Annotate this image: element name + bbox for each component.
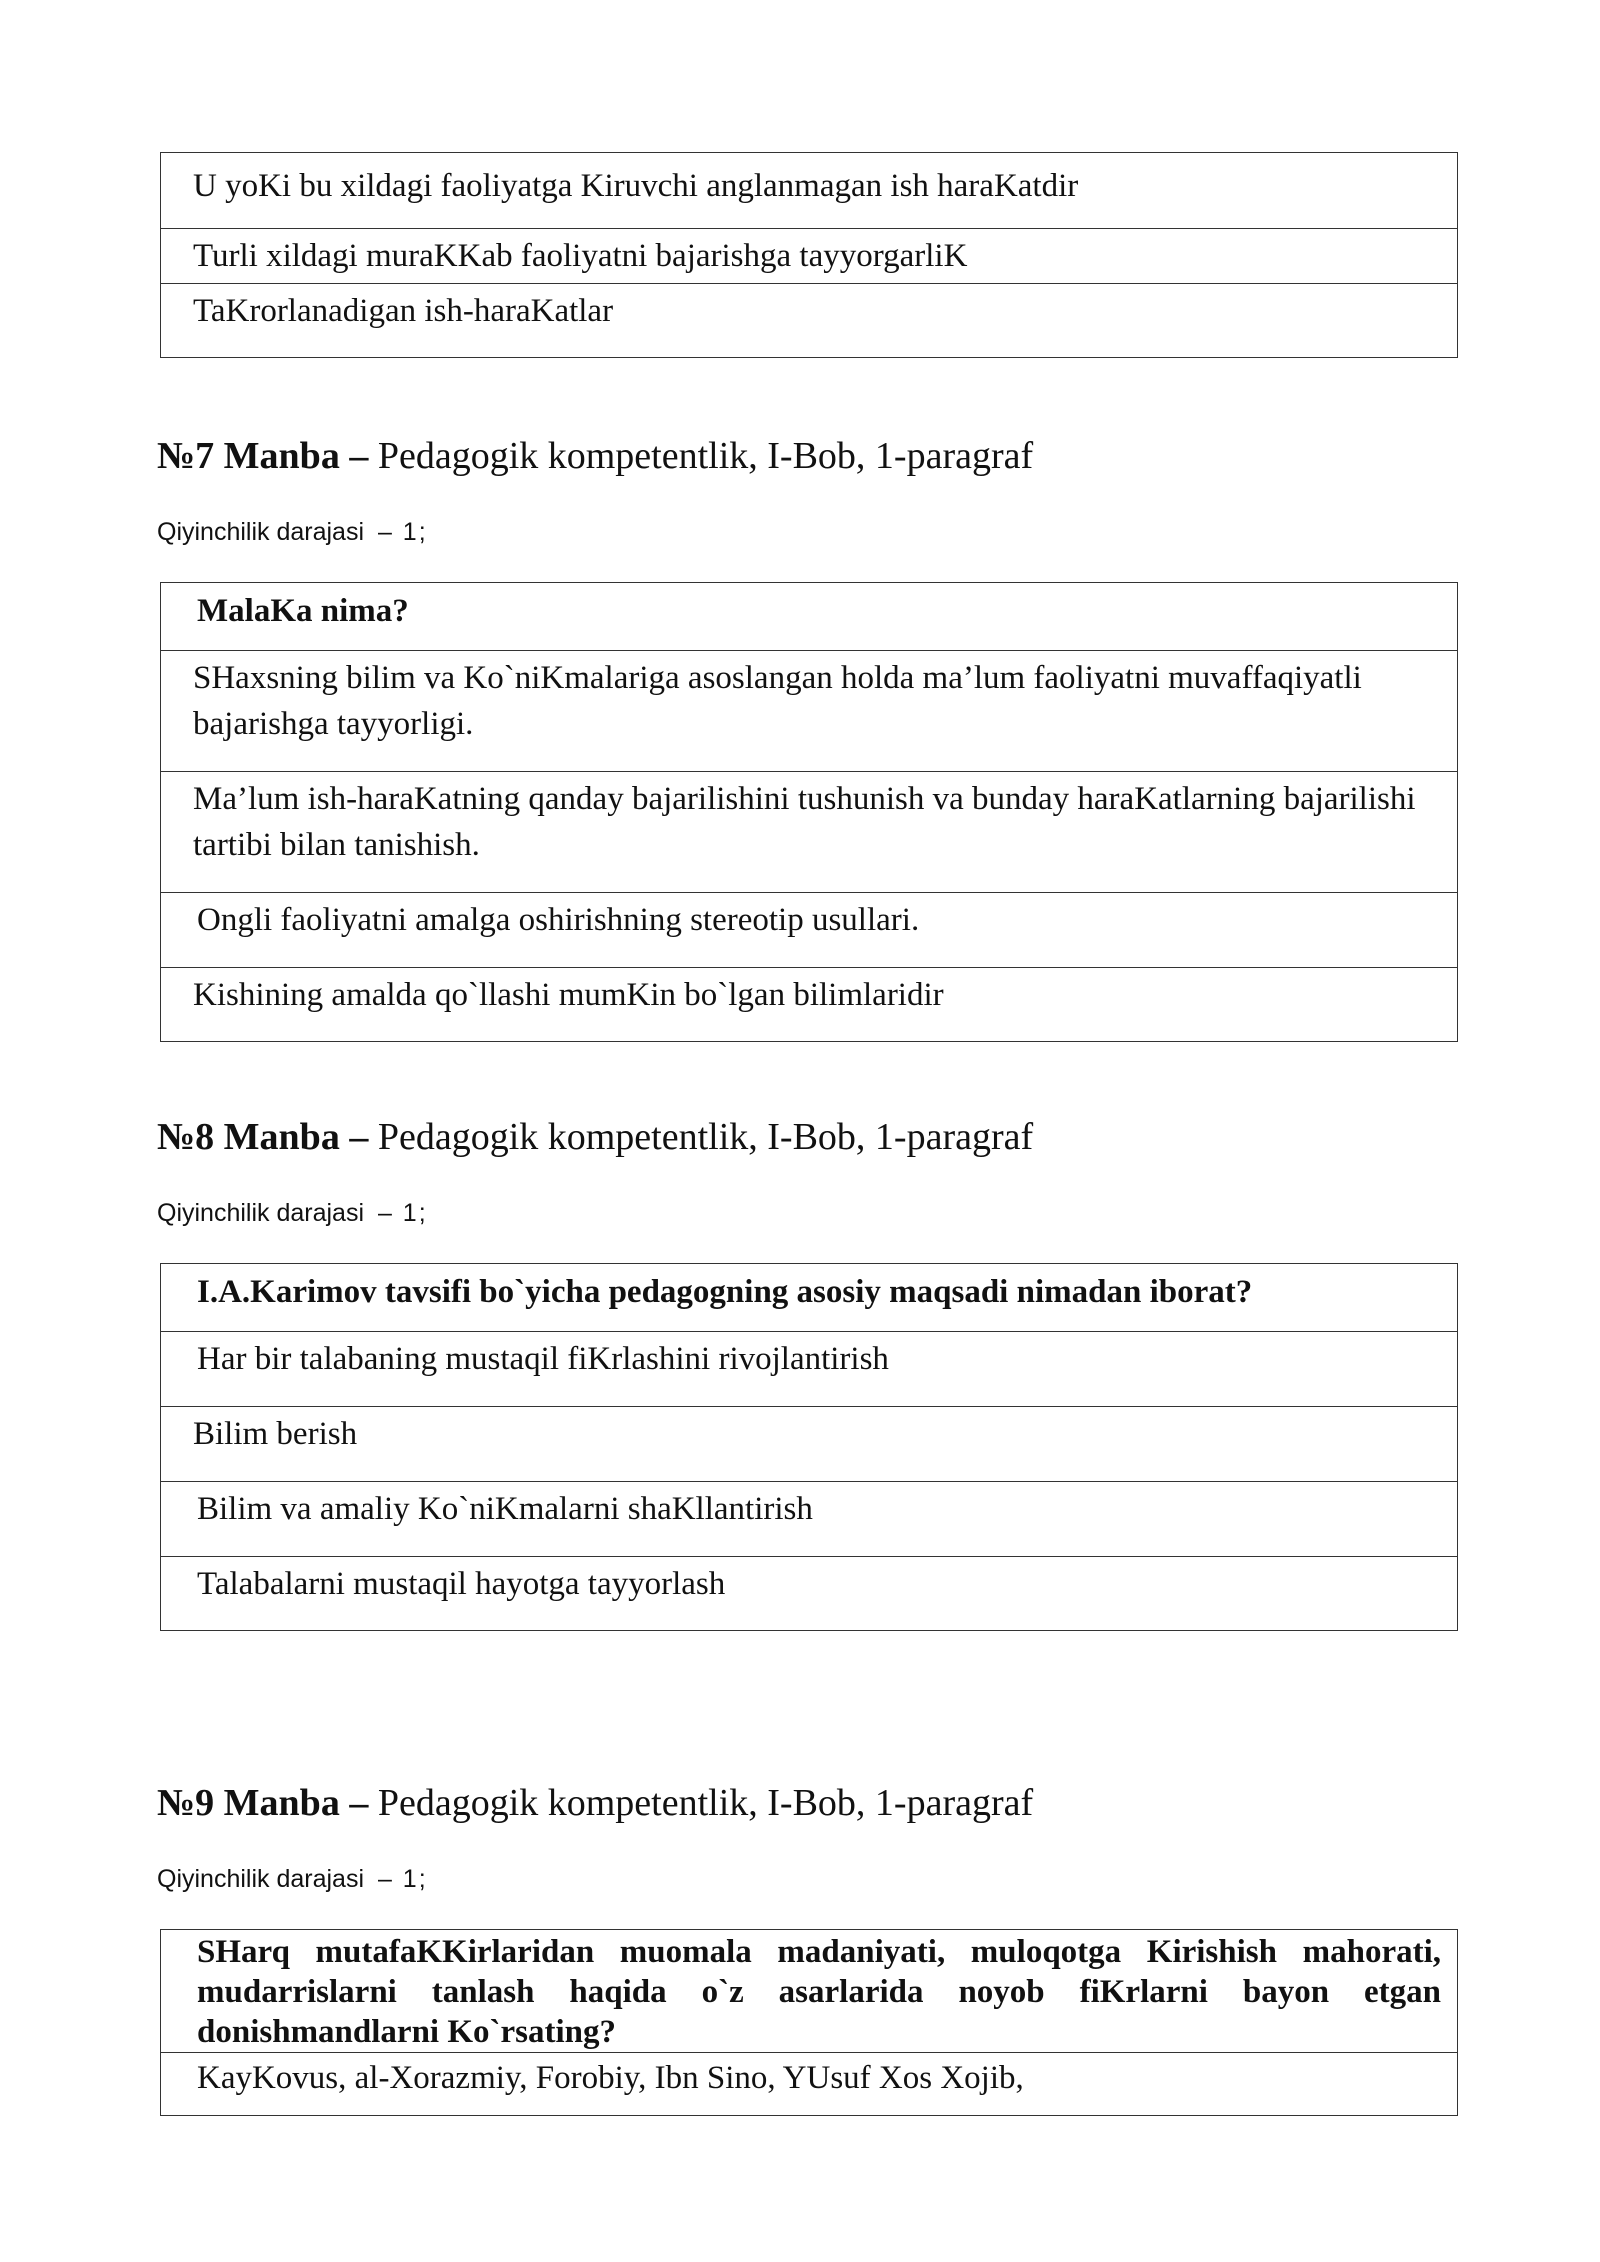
difficulty-label: Qiyinchilik darajasi (157, 518, 365, 546)
answer-option: Bilim berish (161, 1406, 1457, 1481)
answer-option: Bilim va amaliy Ko`niKmalarni shaKllantirish (161, 1481, 1457, 1556)
answer-option: Turli xildagi muraKKab faoliyatni bajarishga tayyorgarliK (161, 228, 1457, 283)
answer-option: TaKrorlanadigan ish-haraKatlar (161, 283, 1457, 357)
source-reference: Pedagogik kompetentlik, I-Bob, 1-paragraf (377, 435, 1034, 477)
section-heading-7 (157, 433, 1033, 479)
difficulty-value: – 1; (377, 518, 428, 546)
question-table-8 (160, 1263, 1458, 1631)
question-text (161, 1930, 1457, 2052)
question-table-7 (160, 582, 1458, 1042)
source-reference: Pedagogik kompetentlik, I-Bob, 1-paragraf (377, 1116, 1034, 1158)
answer-option: Har bir talabaning mustaqil fiKrlashini rivojlantirish (161, 1331, 1457, 1406)
source-reference: Pedagogik kompetentlik, I-Bob, 1-paragraf (377, 1782, 1034, 1824)
difficulty-value: – 1; (377, 1199, 428, 1227)
answer-option: U yoKi bu xildagi faoliyatga Kiruvchi anglanmagan ish haraKatdir (193, 168, 1079, 204)
question-text: I.A.Karimov tavsifi bo`yicha pedagogning asosiy maqsadi nimadan iborat? (197, 1274, 1253, 1310)
difficulty-value: – 1; (377, 1865, 428, 1893)
answer-option: Talabalarni mustaqil hayotga tayyorlash (161, 1556, 1457, 1630)
question-text: MalaKa nima? (197, 593, 409, 629)
section-heading-8 (157, 1114, 1033, 1160)
answers-table-top (160, 152, 1458, 358)
difficulty-level-9 (157, 1864, 428, 1894)
answer-option: Ongli faoliyatni amalga oshirishning stereotip usullari. (161, 892, 1457, 967)
section-heading-9 (157, 1780, 1033, 1826)
answer-option: SHaxsning bilim va Ko`niKmalariga asoslangan holda ma’lum faoliyatni muvaffaqiyatli bajarishga tayyorligi. (161, 650, 1457, 771)
difficulty-level-8 (157, 1198, 428, 1228)
answer-option: KayKovus, al-Xorazmiy, Forobiy, Ibn Sino, YUsuf Xos Xojib, (161, 2052, 1457, 2115)
answer-option: Kishining amalda qo`llashi mumKin bo`lgan bilimlaridir (161, 967, 1457, 1041)
difficulty-level-7 (157, 517, 428, 547)
question-line: mudarrislarni tanlash haqida o`z asarlarida noyob fiKrlarni bayon etgan (197, 1974, 1441, 2010)
question-number: №7 Manba – (157, 435, 369, 477)
question-number: №8 Manba – (157, 1116, 369, 1158)
difficulty-label: Qiyinchilik darajasi (157, 1199, 365, 1227)
question-line: SHarq mutafaKKirlaridan muomala madaniyati, muloqotga Kirishish mahorati, (197, 1934, 1441, 1970)
question-number: №9 Manba – (157, 1782, 369, 1824)
difficulty-label: Qiyinchilik darajasi (157, 1865, 365, 1893)
question-table-9 (160, 1929, 1458, 2116)
answer-option: Ma’lum ish-haraKatning qanday bajarilishini tushunish va bunday haraKatlarning bajarilishi tartibi bilan tanishish. (161, 771, 1457, 892)
question-line: donishmandlarni Ko`rsating? (197, 2014, 617, 2050)
